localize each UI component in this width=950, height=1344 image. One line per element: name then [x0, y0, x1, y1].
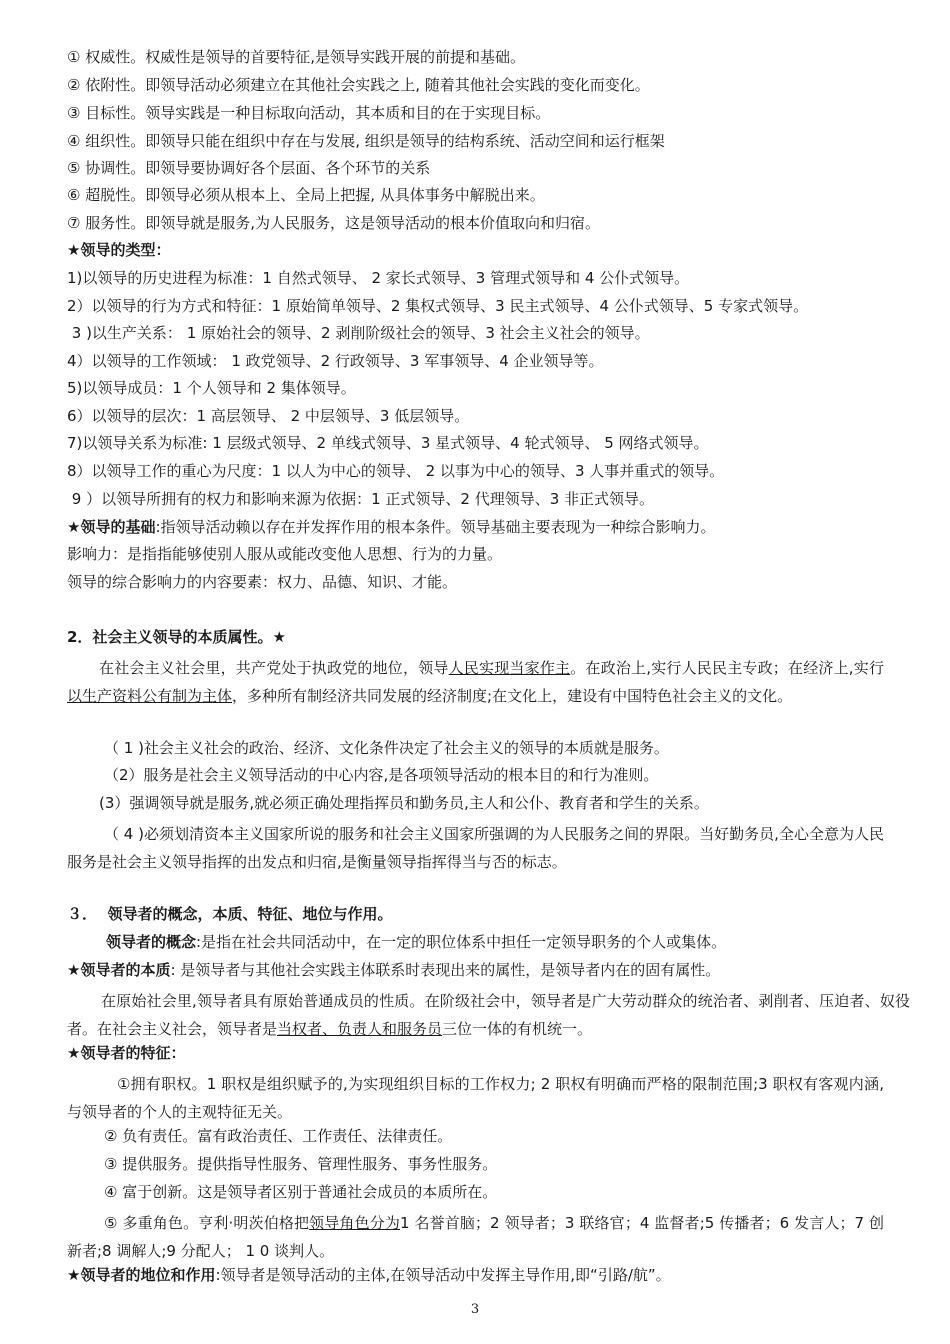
section-2-point-4: （ 4 )必须划清资本主义国家所说的服务和社会主义国家所强调的为人民服务之间的界限。当好勤务员,全心全意为人民服务是社会主义领导指挥的出发点和归宿,是衡量领导指挥得当与否的标志。: [67, 825, 884, 871]
type-line: 7)以领导关系为标准: 1 层级式领导、2 单线式领导、3 星式领导、4 轮式领导、 5 网络式领导。: [67, 434, 709, 452]
type-line: 4）以领导的工作领域： 1 政党领导、2 行政领导、3 军事领导、4 企业领导等。: [67, 352, 604, 370]
role-line: [67, 1265, 910, 1285]
feature-2: ② 负有责任。富有政治责任、工作责任、法律责任。: [104, 1127, 453, 1145]
type-line: 8）以领导工作的重心为尺度：1 以人为中心的领导、 2 以事为中心的领导、3 人事并重式的领导。: [67, 462, 725, 480]
paragraph-text: 在社会主义社会里，共产党处于执政党的地位，领导: [99, 659, 449, 677]
essence-label: ★领导者的本质: [67, 961, 171, 979]
concept-line: [106, 932, 910, 952]
section-2-point: (3）强调领导就是服务,就必须正确处理指挥员和勤务员,主人和公仆、教育者和学生的关系。: [99, 794, 709, 812]
type-line: 6）以领导的层次：1 高层领导、 2 中层领导、3 低层领导。: [67, 407, 470, 425]
type-line: 2）以领导的行为方式和特征：1 原始简单领导、2 集权式领导、3 民主式领导、4 公仆式领导、5 专家式领导。: [67, 297, 809, 315]
page-number: 3: [470, 1302, 480, 1317]
paragraph-text: 。在政治上,实行人民民主专政；在经济上,实行: [570, 659, 884, 677]
feature-5: [67, 1209, 884, 1265]
basis-text: :指领导活动赖以存在并发挥作用的根本条件。领导基础主要表现为一种综合影响力。: [155, 518, 716, 536]
paragraph-text: 1 名誉首脑；2 领导者；3 联络官；4 监督者;5 传播者；6 发言人；7 创新者;8 调解人;9 分配人； 1 0 谈判人。: [67, 1214, 884, 1260]
type-line: 1)以领导的历史进程为标准：1 自然式领导、 2 家长式领导、3 管理式领导和 4 公仆式领导。: [67, 269, 690, 287]
attribute-line: ⑤ 协调性。即领导要协调好各个层面、各个环节的关系: [67, 159, 431, 177]
section-2-point: （ 1 )社会主义社会的政治、经济、文化条件决定了社会主义的领导的本质就是服务。: [104, 739, 669, 757]
paragraph-text: ，多种所有制经济共同发展的经济制度;在文化上，建设有中国特色社会主义的文化。: [232, 687, 793, 705]
section-2-point: （2）服务是社会主义领导活动的中心内容,是各项领导活动的根本目的和行为准则。: [104, 766, 659, 784]
attribute-line: ① 权威性。权威性是领导的首要特征,是领导实践开展的前提和基础。: [67, 48, 525, 66]
attribute-line: ④ 组织性。即领导只能在组织中存在与发展, 组织是领导的结构系统、活动空间和运行框架: [67, 132, 665, 150]
concept-label: 领导者的概念: [106, 933, 197, 951]
influence-line: 影响力：是指指能够使别人服从或能改变他人思想、行为的力量。: [67, 545, 503, 563]
essence-text: : 是领导者与其他社会实践主体联系时表现出来的属性，是领导者内在的固有属性。: [170, 961, 721, 979]
feature-4: ④ 富于创新。这是领导者区别于普通社会成员的本质所在。: [104, 1183, 498, 1201]
elements-line: 领导的综合影响力的内容要素：权力、品德、知识、才能。: [67, 573, 458, 591]
attribute-line: ② 依附性。即领导活动必须建立在其他社会实践之上, 随着其他社会实践的变化而变化。: [67, 76, 650, 94]
essence-line: [67, 960, 910, 980]
underlined-text: 以生产资料公有制为主体: [67, 687, 233, 705]
type-line: 9 ）以领导所拥有的权力和影响来源为依据：1 正式领导、2 代理领导、3 非正式领导。: [67, 490, 655, 508]
types-heading: ★领导的类型：: [67, 241, 171, 259]
underlined-text: 当权者、负责人和服务员: [277, 1020, 443, 1038]
section-2-paragraph: [67, 654, 884, 710]
feature-1: ①拥有职权。1 职权是组织赋予的,为实现组织目标的工作权力; 2 职权有明确而严格的限制范围;3 职权有客观内涵,与领导者的个人的主观特征无关。: [67, 1075, 884, 1121]
type-line: 5)以领导成员：1 个人领导和 2 集体领导。: [67, 379, 356, 397]
attribute-line: ⑦ 服务性。即领导就是服务,为人民服务，这是领导活动的根本价值取向和归宿。: [67, 214, 600, 232]
attribute-line: ⑥ 超脱性。即领导必须从根本上、全局上把握, 从具体事务中解脱出来。: [67, 186, 545, 204]
feature-3: ③ 提供服务。提供指导性服务、管理性服务、事务性服务。: [104, 1155, 498, 1173]
attribute-line: ③ 目标性。领导实践是一种目标取向活动，其本质和目的在于实现目标。: [67, 104, 551, 122]
concept-text: :是指在社会共同活动中，在一定的职位体系中担任一定领导职务的个人或集体。: [196, 933, 727, 951]
section-2-heading: 2．社会主义领导的本质属性。★: [67, 628, 286, 646]
type-line: 3 )以生产关系： 1 原始社会的领导、2 剥削阶级社会的领导、3 社会主义社会的领导。: [67, 324, 650, 342]
paragraph-text: ⑤ 多重角色。亨利·明茨伯格把: [104, 1214, 310, 1232]
section-3-heading: ３． 领导者的概念，本质、特征、地位与作用。: [67, 905, 393, 923]
paragraph-text: 三位一体的有机统一。: [442, 1020, 593, 1038]
features-heading: ★领导者的特征：: [67, 1044, 186, 1062]
basis-heading: ★领导的基础: [67, 518, 156, 536]
role-label: ★领导者的地位和作用: [67, 1266, 216, 1284]
essence-paragraph: [67, 987, 910, 1043]
underlined-text: 人民实现当家作主: [448, 659, 571, 677]
paragraph-text: 在原始社会里,领导者具有原始普通成员的性质。在阶级社会中，领导者是广大劳动群众的统治者、剥削者、压迫者、奴役者。在社会主义社会，领导者是: [67, 992, 910, 1038]
underlined-text: 领导角色分为: [309, 1214, 401, 1232]
basis-line: [67, 517, 910, 537]
role-text: :领导者是领导活动的主体,在领导活动中发挥主导作用,即“引路/航”。: [215, 1266, 671, 1284]
